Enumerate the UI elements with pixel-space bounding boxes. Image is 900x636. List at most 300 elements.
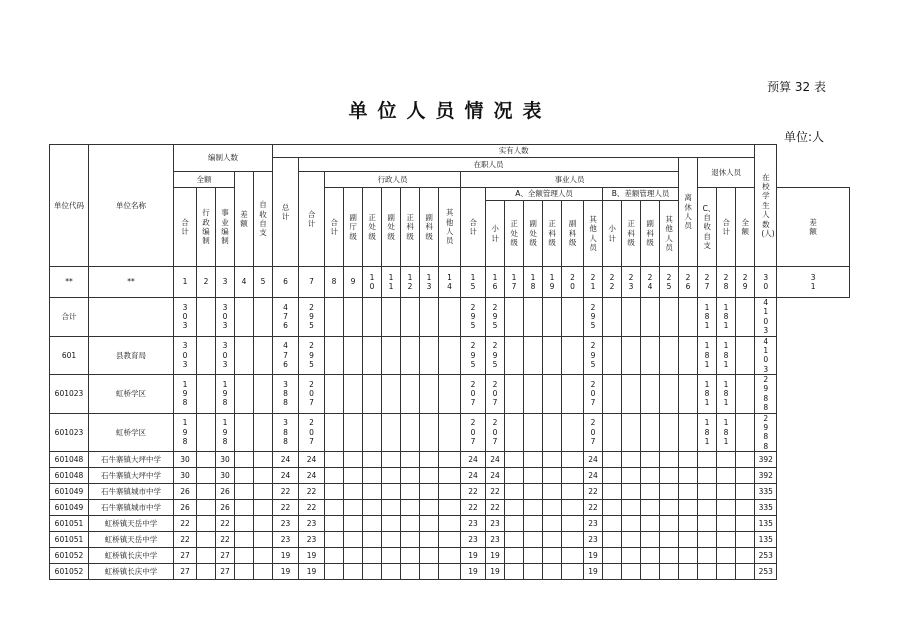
cell-sy-xiaoji: 24	[486, 468, 505, 484]
cell-sy-total: 295	[461, 298, 486, 337]
cell-name: 石牛寨镇大坪中学	[89, 452, 174, 468]
cell-sy-total: 19	[461, 564, 486, 580]
header-a-qita: 其他人员	[584, 201, 603, 267]
column-index-cell: **	[50, 267, 89, 298]
cell-bz-total: 303	[174, 298, 197, 337]
cell-empty	[382, 413, 401, 452]
cell-students: 253	[755, 548, 777, 564]
cell-empty	[524, 500, 543, 516]
cell-empty	[325, 468, 344, 484]
column-index-cell: 18	[524, 267, 543, 298]
column-index-cell: 17	[505, 267, 524, 298]
cell-empty	[401, 452, 420, 468]
cell-empty	[641, 500, 660, 516]
cell-bz-total: 303	[174, 336, 197, 375]
header-b-xiaoji: 小计	[603, 201, 622, 267]
cell-total: 388	[273, 375, 299, 414]
column-index-cell: 20	[562, 267, 584, 298]
cell-empty	[524, 484, 543, 500]
column-index-cell: 16	[486, 267, 505, 298]
cell-empty	[420, 532, 439, 548]
cell-empty	[641, 298, 660, 337]
cell-sy-xiaoji: 24	[486, 452, 505, 468]
cell-empty	[344, 468, 363, 484]
cell-bz-total: 27	[174, 548, 197, 564]
cell-empty	[543, 452, 562, 468]
column-index-cell: 24	[641, 267, 660, 298]
cell-empty	[254, 516, 273, 532]
cell-empty	[679, 564, 698, 580]
header-b-cha-e: B、差额管理人员	[603, 188, 679, 201]
cell-total: 23	[273, 532, 299, 548]
cell-empty	[524, 468, 543, 484]
header-bz-heji: 合计	[174, 188, 197, 267]
cell-bz-total: 30	[174, 468, 197, 484]
column-index-cell: 9	[344, 267, 363, 298]
cell-empty	[660, 336, 679, 375]
cell-empty	[363, 336, 382, 375]
cell-empty	[439, 298, 461, 337]
cell-tx-total: 181	[698, 336, 717, 375]
cell-empty	[524, 532, 543, 548]
cell-tx-quan	[717, 452, 736, 468]
column-index-cell: 8	[325, 267, 344, 298]
cell-empty	[197, 532, 216, 548]
cell-empty	[679, 298, 698, 337]
cell-bz-total: 26	[174, 484, 197, 500]
cell-empty	[543, 532, 562, 548]
cell-empty	[505, 564, 524, 580]
cell-empty	[197, 564, 216, 580]
cell-zz-total: 23	[299, 516, 325, 532]
cell-empty	[603, 516, 622, 532]
cell-empty	[660, 468, 679, 484]
cell-empty	[543, 548, 562, 564]
cell-bz-total: 198	[174, 375, 197, 414]
cell-empty	[382, 548, 401, 564]
cell-empty	[344, 375, 363, 414]
cell-empty	[344, 500, 363, 516]
cell-empty	[603, 336, 622, 375]
column-index-cell: 31	[777, 267, 850, 298]
cell-empty	[641, 564, 660, 580]
table-row	[50, 532, 850, 548]
header-zongji: 总计	[273, 158, 299, 267]
header-tx-cha-e: 差额	[777, 188, 850, 267]
cell-empty	[401, 516, 420, 532]
cell-sy-other: 295	[584, 298, 603, 337]
cell-total: 476	[273, 298, 299, 337]
cell-bz-shiye: 303	[216, 298, 235, 337]
cell-empty	[235, 336, 254, 375]
cell-bz-shiye: 22	[216, 516, 235, 532]
header-xz-qita: 其他人员	[439, 188, 461, 267]
cell-name: 虹桥镇长庆中学	[89, 564, 174, 580]
cell-empty	[543, 413, 562, 452]
cell-empty	[363, 452, 382, 468]
column-index-cell: 21	[584, 267, 603, 298]
cell-empty	[562, 564, 584, 580]
cell-empty	[660, 500, 679, 516]
cell-students: 4103	[755, 298, 777, 337]
header-b-zheng-ke: 正科级	[622, 201, 641, 267]
cell-empty	[736, 532, 755, 548]
personnel-table	[49, 144, 850, 580]
cell-sy-total: 24	[461, 468, 486, 484]
cell-sy-total: 207	[461, 413, 486, 452]
cell-name	[89, 298, 174, 337]
cell-empty	[363, 375, 382, 414]
cell-total: 22	[273, 500, 299, 516]
cell-zz-total: 207	[299, 375, 325, 414]
header-a-fu-chu: 副处级	[524, 201, 543, 267]
cell-empty	[603, 500, 622, 516]
cell-empty	[562, 484, 584, 500]
cell-name: 县教育局	[89, 336, 174, 375]
cell-zz-total: 295	[299, 298, 325, 337]
cell-empty	[420, 413, 439, 452]
cell-empty	[562, 516, 584, 532]
cell-code: 601023	[50, 413, 89, 452]
cell-empty	[325, 413, 344, 452]
cell-tx-total: 181	[698, 375, 717, 414]
cell-empty	[622, 336, 641, 375]
cell-sy-xiaoji: 207	[486, 375, 505, 414]
cell-empty	[505, 532, 524, 548]
cell-empty	[505, 468, 524, 484]
cell-sy-xiaoji: 295	[486, 298, 505, 337]
cell-empty	[344, 532, 363, 548]
cell-empty	[420, 548, 439, 564]
cell-bz-total: 30	[174, 452, 197, 468]
cell-empty	[660, 564, 679, 580]
header-zaizhi-heji: 合计	[299, 172, 325, 267]
header-shiye: 事业人员	[461, 172, 679, 188]
header-zheng-ke: 正科级	[401, 188, 420, 267]
cell-tx-total	[698, 532, 717, 548]
column-index-cell: 14	[439, 267, 461, 298]
cell-bz-shiye: 22	[216, 532, 235, 548]
cell-bz-shiye: 27	[216, 548, 235, 564]
cell-sy-total: 19	[461, 548, 486, 564]
cell-empty	[641, 452, 660, 468]
cell-empty	[344, 413, 363, 452]
header-a-zheng-chu: 正处级	[505, 201, 524, 267]
cell-empty	[505, 375, 524, 414]
header-cha-e: 差额	[235, 172, 254, 267]
cell-students: 135	[755, 516, 777, 532]
cell-tx-total	[698, 564, 717, 580]
column-index-row	[50, 267, 850, 298]
cell-empty	[325, 298, 344, 337]
cell-empty	[420, 500, 439, 516]
cell-zz-total: 207	[299, 413, 325, 452]
cell-empty	[382, 516, 401, 532]
column-index-cell: 29	[736, 267, 755, 298]
header-tx-quan-e: 全额	[736, 188, 755, 267]
header-ting: 副厅级	[344, 188, 363, 267]
cell-name: 石牛寨镇大坪中学	[89, 468, 174, 484]
cell-tx-quan	[717, 532, 736, 548]
cell-total: 24	[273, 452, 299, 468]
cell-sy-other: 23	[584, 516, 603, 532]
cell-empty	[736, 298, 755, 337]
header-quan-e: 全额	[174, 172, 235, 188]
column-index-cell: 4	[235, 267, 254, 298]
cell-empty	[420, 484, 439, 500]
header-unit-code: 单位代码	[50, 145, 89, 267]
cell-empty	[439, 484, 461, 500]
cell-empty	[562, 548, 584, 564]
column-index-cell: 13	[420, 267, 439, 298]
cell-empty	[439, 375, 461, 414]
cell-bz-total: 27	[174, 564, 197, 580]
cell-empty	[382, 452, 401, 468]
cell-tx-total	[698, 452, 717, 468]
cell-empty	[382, 484, 401, 500]
cell-empty	[235, 484, 254, 500]
cell-empty	[679, 516, 698, 532]
cell-name: 虹桥学区	[89, 413, 174, 452]
cell-empty	[622, 500, 641, 516]
cell-empty	[325, 516, 344, 532]
cell-empty	[543, 336, 562, 375]
cell-name: 虹桥镇天岳中学	[89, 516, 174, 532]
cell-empty	[562, 336, 584, 375]
cell-empty	[344, 516, 363, 532]
cell-bz-shiye: 26	[216, 500, 235, 516]
cell-total: 23	[273, 516, 299, 532]
cell-empty	[641, 532, 660, 548]
cell-empty	[254, 375, 273, 414]
cell-empty	[254, 336, 273, 375]
header-lixiu: 离休人员	[679, 158, 698, 267]
cell-empty	[641, 516, 660, 532]
cell-empty	[439, 413, 461, 452]
cell-bz-shiye: 303	[216, 336, 235, 375]
column-index-cell: 22	[603, 267, 622, 298]
cell-empty	[562, 298, 584, 337]
cell-total: 19	[273, 548, 299, 564]
cell-empty	[382, 500, 401, 516]
cell-empty	[603, 484, 622, 500]
cell-empty	[401, 548, 420, 564]
cell-empty	[736, 468, 755, 484]
cell-empty	[235, 468, 254, 484]
cell-empty	[622, 484, 641, 500]
header-a-zheng-ke: 正科级	[543, 201, 562, 267]
cell-code: 601048	[50, 468, 89, 484]
table-row	[50, 548, 850, 564]
cell-empty	[344, 564, 363, 580]
cell-tx-quan	[717, 468, 736, 484]
cell-sy-xiaoji: 23	[486, 532, 505, 548]
cell-empty	[505, 413, 524, 452]
cell-zz-total: 24	[299, 452, 325, 468]
cell-zz-total: 19	[299, 548, 325, 564]
cell-empty	[325, 336, 344, 375]
cell-empty	[363, 532, 382, 548]
cell-empty	[254, 500, 273, 516]
cell-empty	[254, 468, 273, 484]
header-tuixiu: 退休人员	[698, 158, 755, 188]
cell-empty	[736, 484, 755, 500]
cell-empty	[439, 564, 461, 580]
cell-sy-other: 24	[584, 468, 603, 484]
cell-empty	[197, 413, 216, 452]
cell-empty	[736, 336, 755, 375]
table-row	[50, 336, 850, 375]
cell-empty	[524, 336, 543, 375]
cell-empty	[562, 413, 584, 452]
cell-empty	[622, 548, 641, 564]
cell-name: 虹桥镇天岳中学	[89, 532, 174, 548]
cell-empty	[420, 468, 439, 484]
column-index-cell: 30	[755, 267, 777, 298]
cell-empty	[344, 336, 363, 375]
cell-empty	[197, 375, 216, 414]
cell-empty	[197, 336, 216, 375]
cell-students: 335	[755, 500, 777, 516]
column-index-cell: 2	[197, 267, 216, 298]
column-index-cell: 11	[382, 267, 401, 298]
cell-empty	[235, 500, 254, 516]
cell-code: 601052	[50, 564, 89, 580]
cell-empty	[363, 298, 382, 337]
cell-empty	[401, 484, 420, 500]
table-row	[50, 413, 850, 452]
cell-empty	[562, 468, 584, 484]
cell-empty	[660, 516, 679, 532]
cell-tx-quan	[717, 548, 736, 564]
cell-students: 135	[755, 532, 777, 548]
cell-sy-other: 24	[584, 452, 603, 468]
column-index-cell: 28	[717, 267, 736, 298]
cell-empty	[401, 298, 420, 337]
cell-empty	[736, 500, 755, 516]
header-a-fu-ke: 副科级	[562, 201, 584, 267]
cell-empty	[622, 516, 641, 532]
header-tx-heji: 合计	[717, 188, 736, 267]
cell-empty	[325, 452, 344, 468]
cell-empty	[524, 452, 543, 468]
cell-empty	[524, 548, 543, 564]
cell-empty	[439, 532, 461, 548]
cell-empty	[603, 468, 622, 484]
cell-empty	[562, 375, 584, 414]
cell-empty	[679, 468, 698, 484]
cell-empty	[363, 564, 382, 580]
cell-students: 4103	[755, 336, 777, 375]
cell-students: 253	[755, 564, 777, 580]
cell-empty	[401, 336, 420, 375]
cell-empty	[524, 375, 543, 414]
cell-empty	[505, 336, 524, 375]
cell-empty	[679, 484, 698, 500]
cell-tx-total	[698, 548, 717, 564]
cell-total: 388	[273, 413, 299, 452]
cell-sy-other: 23	[584, 532, 603, 548]
cell-tx-total	[698, 516, 717, 532]
cell-tx-quan	[717, 484, 736, 500]
cell-code: 601051	[50, 532, 89, 548]
cell-sy-xiaoji: 19	[486, 548, 505, 564]
cell-zz-total: 19	[299, 564, 325, 580]
table-row	[50, 375, 850, 414]
cell-empty	[401, 564, 420, 580]
cell-empty	[543, 500, 562, 516]
cell-empty	[524, 413, 543, 452]
cell-empty	[197, 484, 216, 500]
cell-empty	[736, 413, 755, 452]
cell-empty	[382, 375, 401, 414]
cell-tx-quan	[717, 500, 736, 516]
cell-tx-total	[698, 500, 717, 516]
column-index-cell: 25	[660, 267, 679, 298]
cell-empty	[344, 452, 363, 468]
cell-empty	[197, 500, 216, 516]
cell-empty	[325, 548, 344, 564]
cell-empty	[524, 516, 543, 532]
column-index-cell: 6	[273, 267, 299, 298]
cell-bz-shiye: 26	[216, 484, 235, 500]
cell-sy-xiaoji: 207	[486, 413, 505, 452]
header-a-quan-e: A、全额管理人员	[486, 188, 603, 201]
cell-empty	[641, 484, 660, 500]
cell-empty	[420, 336, 439, 375]
cell-students: 2988	[755, 375, 777, 414]
cell-name: 虹桥镇长庆中学	[89, 548, 174, 564]
cell-sy-other: 207	[584, 413, 603, 452]
cell-empty	[603, 452, 622, 468]
cell-zz-total: 295	[299, 336, 325, 375]
cell-zz-total: 24	[299, 468, 325, 484]
table-row	[50, 298, 850, 337]
cell-empty	[382, 468, 401, 484]
page-title: 单位人员情况表	[348, 100, 552, 122]
table-row	[50, 500, 850, 516]
cell-bz-shiye: 198	[216, 413, 235, 452]
cell-empty	[679, 532, 698, 548]
column-index-cell: 5	[254, 267, 273, 298]
cell-empty	[325, 564, 344, 580]
cell-empty	[401, 468, 420, 484]
cell-sy-other: 22	[584, 500, 603, 516]
cell-tx-total: 181	[698, 413, 717, 452]
cell-tx-total	[698, 468, 717, 484]
cell-code: 601	[50, 336, 89, 375]
cell-bz-total: 22	[174, 532, 197, 548]
cell-empty	[603, 375, 622, 414]
cell-sy-other: 19	[584, 548, 603, 564]
cell-empty	[254, 298, 273, 337]
header-bianzhi: 编制人数	[174, 145, 273, 172]
cell-name: 石牛寨镇城市中学	[89, 500, 174, 516]
cell-empty	[254, 532, 273, 548]
cell-empty	[325, 500, 344, 516]
cell-empty	[660, 452, 679, 468]
cell-empty	[543, 375, 562, 414]
cell-empty	[660, 413, 679, 452]
cell-empty	[235, 532, 254, 548]
cell-empty	[603, 413, 622, 452]
cell-bz-shiye: 27	[216, 564, 235, 580]
cell-students: 392	[755, 468, 777, 484]
column-index-cell: 3	[216, 267, 235, 298]
cell-tx-total: 181	[698, 298, 717, 337]
cell-sy-other: 295	[584, 336, 603, 375]
cell-empty	[603, 532, 622, 548]
